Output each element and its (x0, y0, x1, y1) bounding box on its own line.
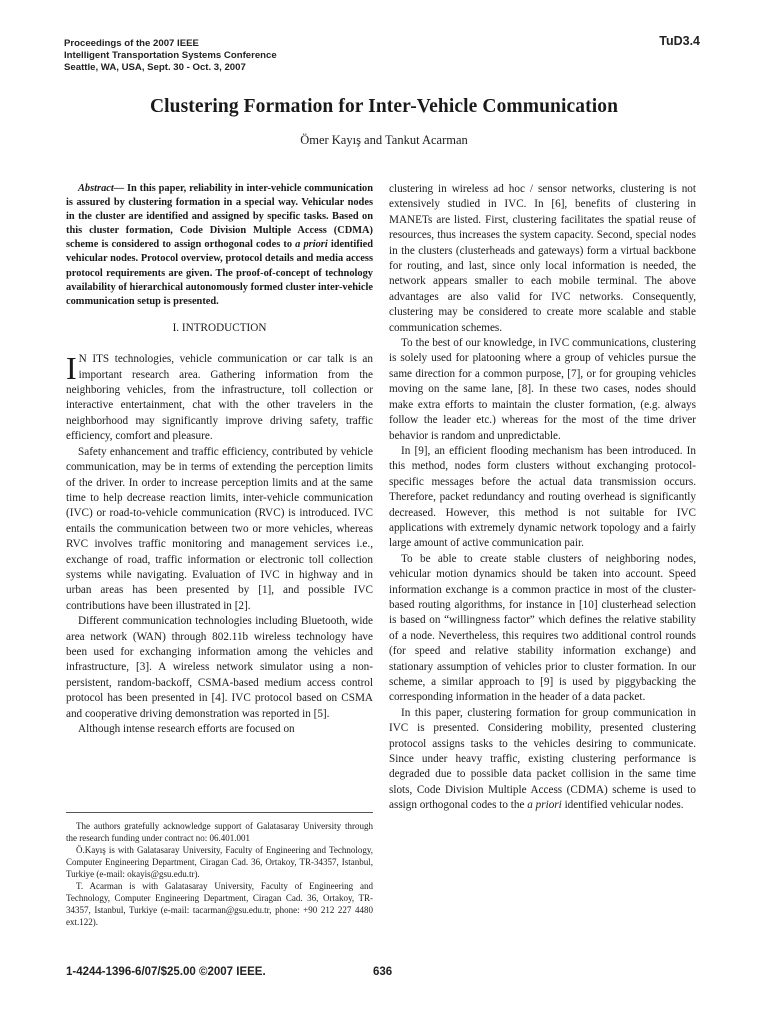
header-line-3: Seattle, WA, USA, Sept. 30 - Oct. 3, 2007 (64, 62, 246, 73)
header-line-2: Intelligent Transportation Systems Conference (64, 50, 277, 61)
drop-cap: I (66, 350, 77, 387)
proceedings-header (64, 38, 277, 74)
paper-authors: Ömer Kayış and Tankut Acarman (300, 133, 468, 147)
right-column (389, 182, 696, 814)
abstract-italic: a priori (295, 239, 328, 251)
abstract (66, 182, 373, 309)
footnotes (66, 820, 373, 928)
right-paragraph-4: To be able to create stable clusters of neighboring nodes, vehicular motion dynamics should be taken into account. Speed information exchange is a common practice in most of the cluster-based routing algorithms, for instance in [10] clusterhead selection is based on “willingness factor” which defines the relative stability of a node. Nevertheless, this requires two additional control rounds (for speed and relative stability information exchange) and stationary assumption of vehicles prior to cluster formation. In our scheme, a similar approach to [9] is used by piggybacking the corresponding information in the header of a data packet. (389, 552, 696, 704)
right-paragraph-1: clustering in wireless ad hoc / sensor networks, clustering is not extensively studied in IVC. In [6], benefits of clustering in MANETs are listed. First, clustering facilitates the spatial reuse of resources, thus increases the system capacity. Second, special nodes in the clusters (clusterheads and gateways) form a virtual backbone for routing, and last, since only local information is needed, the network appears smaller to each mobile terminal. The above advantages are also valid for IVC networks. Consequently, clustering may be considered to create more scalable and stable communication schemes. (389, 183, 696, 334)
left-column (66, 182, 373, 737)
paper-title: Clustering Formation for Inter-Vehicle Communication (149, 96, 619, 117)
right-paragraph-5-text-a: In this paper, clustering formation for group communication in IVC is presented. Considering mobility, presented clustering protocol assigns tasks to the vehicles desiring to communicate. Since under heavy traffic, existing clustering performance is degraded due to possible data packet collision in the same time slots, Code Division Multiple Access (CDMA) scheme is used to assign orthogonal codes to the (389, 706, 696, 812)
right-paragraph-2: To the best of our knowledge, in IVC communications, clustering is solely used for platooning where a group of vehicles pursue the same direction for a common purpose, [7], or for grouping vehicles moving on the same lane, [8]. In these two cases, nodes should make extra efforts to maintain the cluster formation, (e.g. always follow the leader etc.) whereas for the most of the time driver behavior is random and unpredictable. (389, 337, 696, 442)
intro-paragraph-1-text: N ITS technologies, vehicle communication or car talk is an important research area. Gathering information from the neighboring vehicles, from the infrastructure, toll collection or interactive entertainment, chat with the other travelers in the neighborhood may significantly improve driving safety, traffic efficiency, comfort and pleasure. (66, 353, 373, 443)
footnote-acknowledgment: The authors gratefully acknowledge support of Galatasaray University through the research funding under contract no: 06.401.001 (66, 821, 373, 843)
session-code: TuD3.4 (659, 34, 700, 48)
abstract-label: Abstract— (78, 183, 125, 194)
section-heading-introduction: I. INTRODUCTION (172, 321, 267, 334)
footnote-rule (66, 812, 373, 813)
header-line-1: Proceedings of the 2007 IEEE (64, 38, 199, 49)
abstract-text-1: In this paper, reliability in inter-vehicle communication is assured by clustering formation in a special way. Vehicular nodes in the cluster are identified and assigned by specific tasks. Based on this cluster formation, Code Division Multiple Access (CDMA) scheme is considered to assign orthogonal codes to (66, 183, 373, 251)
copyright-footer: 1-4244-1396-6/07/$25.00 ©2007 IEEE. (66, 966, 266, 978)
page-number: 636 (373, 966, 393, 978)
intro-paragraph-1 (66, 352, 373, 444)
intro-paragraph-2: Safety enhancement and traffic efficiency, contributed by vehicle communication, may be in terms of extending the perception limits of the driver. In order to increase perception limits and at the same time to help decrease reaction limits, inter-vehicle communication (IVC) or road-to-vehicle communication (RVC) is introduced. IVC entails the communication between two or more vehicles, whereas RVC involves traffic monitoring and management services i.e., exchange of road, traffic information or electronic toll collection systems while navigating. Evaluation of IVC in highway and in urban areas has been presented by [1], and possible IVC contributions have been illustrated in [2]. (66, 445, 373, 612)
right-paragraph-5-italic: a priori (527, 799, 562, 812)
footnote-author-1: Ö.Kayış is with Galatasaray University, Faculty of Engineering and Technology, Computer Engineering Department, Ciragan Cad. 36, Ortakoy, TR-34357, Istanbul, Turkiye (e-mail: okayis@gsu.edu.tr). (66, 845, 373, 879)
right-paragraph-5-text-b: identified vehicular nodes. (561, 799, 684, 812)
right-paragraph-5 (389, 706, 696, 814)
intro-paragraph-3: Different communication technologies including Bluetooth, wide area network (WAN) through 802.11b wireless technology have been used for exchanging information among the vehicles and infrastructure, [3]. A wireless network simulator using a non-persistent, random-backoff, CSMA-based medium access control protocol has been presented in [4]. IVC protocol based on CSMA and cooperative driving demonstration was reported in [5]. (66, 615, 373, 720)
footnote-author-2: T. Acarman is with Galatasaray University, Faculty of Engineering and Technology, Computer Engineering Department, Ciragan Cad. 36, Ortakoy, TR-34357, Istanbul, Turkiye (e-mail: tacarman@gsu.edu.tr, phone: +90 212 227 4480 ext.122). (66, 881, 373, 927)
right-paragraph-3: In [9], an efficient flooding mechanism has been introduced. In this method, nodes form clusters without exchanging protocol-specific messages before the actual data transmission occurs. Therefore, packet redundancy and routing overhead is significantly decreased. However, this method is not suitable for IVC applications with extremely dynamic network topology and a fairly large amount of active communication pair. (389, 444, 696, 550)
intro-paragraph-4: Although intense research efforts are focused on (78, 723, 295, 735)
abstract-text-2: identified vehicular nodes. Protocol overview, protocol details and media access protocol requirements are given. The proof-of-concept of technology availability of hierarchical autonomously formed cluster inter-vehicle communication setup is presented. (66, 239, 373, 307)
